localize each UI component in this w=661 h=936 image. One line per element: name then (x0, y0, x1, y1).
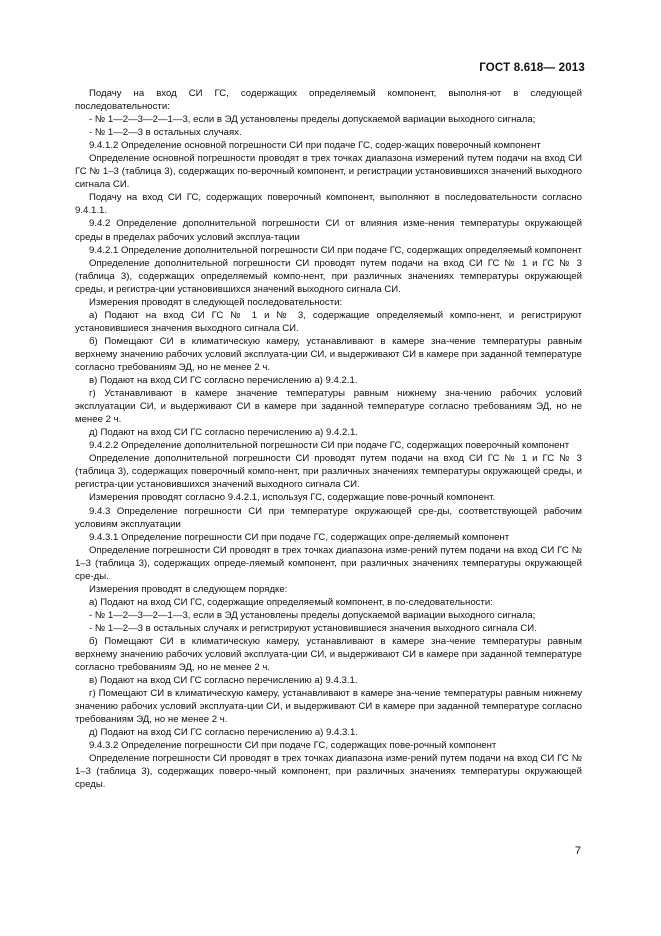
body-text (75, 87, 582, 792)
paragraph: - № 1—2—3 в остальных случаях и регистрируют установившиеся значения выходного сигнала СИ. (89, 622, 537, 634)
paragraph: 9.4.3 Определение погрешности СИ при температуре окружающей сре-ды, соответствующей рабочим условиям эксплуатации (75, 505, 582, 530)
paragraph: а) Подают на вход СИ ГС, содержащие определяемый компонент, в по-следовательности: (89, 596, 493, 608)
paragraph: Определение дополнительной погрешности СИ проводят путем подачи на вход СИ ГС № 1 и ГС № 3 (таблица 3), содержащих определяемый компо-нент, при различных значениях температуры окружающей среды, и регистра-ции установившихся значений выходного сигнала СИ. (75, 257, 582, 295)
paragraph: 9.4.3.2 Определение погрешности СИ при подаче ГС, содержащих пове-рочный компонент (89, 740, 497, 752)
paragraph: 9.4.2.1 Определение дополнительной погрешности СИ при подаче ГС, содержащих определяемый компонент (89, 244, 582, 256)
paragraph: в) Подают на вход СИ ГС согласно перечислению а) 9.4.2.1. (89, 375, 358, 387)
paragraph: Измерения проводят в следующем порядке: (89, 583, 288, 595)
paragraph: Измерения проводят согласно 9.4.2.1, используя ГС, содержащие пове-рочный компонент. (89, 492, 496, 504)
paragraph: Подачу на вход СИ ГС, содержащих поверочный компонент, выполняют в последовательности согласно 9.4.1.1. (75, 192, 582, 217)
paragraph: д) Подают на вход СИ ГС согласно перечислению а) 9.4.2.1. (89, 427, 359, 439)
paragraph: в) Подают на вход СИ ГС согласно перечислению а) 9.4.3.1. (89, 675, 358, 687)
paragraph: г) Устанавливают в камере значение температуры равным нижнему зна-чению рабочих условий эксплуатации СИ, и выдерживают СИ в камере при заданной температуре согласно требованиям ЭД, но не менее 2 ч. (75, 388, 582, 426)
paragraph: а) Подают на вход СИ ГС № 1 и № 3, содержащие определяемый компо-нент, и регистрируют установившиеся значения выходного сигнала СИ. (75, 309, 582, 334)
paragraph: - № 1—2—3 в остальных случаях. (89, 127, 242, 139)
paragraph: - № 1—2—3—2—1—3, если в ЭД установлены пределы допускаемой вариации выходного сигнала; (89, 609, 536, 621)
paragraph: 9.4.2.2 Определение дополнительной погрешности СИ при подаче ГС, содержащих поверочный компонент (89, 440, 570, 452)
paragraph: Определение погрешности СИ проводят в трех точках диапазона изме-рений путем подачи на вход СИ ГС № 1–3 (таблица 3), содержащих поверо-чный компонент, при различных значениях температуры окружающей среды. (75, 753, 582, 791)
paragraph: 9.4.3.1 Определение погрешности СИ при подаче ГС, содержащих опре-деляемый компонент (89, 531, 510, 543)
paragraph: 9.4.2 Определение дополнительной погрешности СИ от влияния изме-нения температуры окружающей среды в пределах рабочих условий эксплуа-тации (75, 218, 582, 243)
paragraph: д) Подают на вход СИ ГС согласно перечислению а) 9.4.3.1. (89, 727, 359, 739)
paragraph: г) Помещают СИ в климатическую камеру, устанавливают в камере зна-чение температуры равным нижнему значению рабочих условий эксплуата-ции СИ, и выдерживают СИ в камере при заданной температуре согласно требованиям ЭД, но не менее 2 ч. (75, 688, 582, 726)
paragraph: Подачу на вход СИ ГС, содержащих определяемый компонент, выполня-ют в следующей последовательности: (75, 88, 582, 113)
paragraph: Измерения проводят в следующей последовательности: (89, 296, 343, 308)
paragraph: б) Помещают СИ в климатическую камеру, устанавливают в камере зна-чение температуры равным верхнему значению рабочих условий эксплуата-ции СИ, и выдерживают СИ в камере при заданной температуре согласно требованиям ЭД, но не менее 2 ч. (75, 635, 582, 674)
paragraph: Определение основной погрешности проводят в трех точках диапазона измерений путем подачи на вход СИ ГС № 1–3 (таблица 3), содержащих по-верочный компонент, и регистрации установившихся значений выходного сигнала СИ. (75, 153, 582, 191)
document-header: ГОСТ 8.618— 2013 (479, 62, 585, 74)
paragraph: - № 1—2—3—2—1—3, если в ЭД установлены пределы допускаемой вариации выходного сигнала; (89, 114, 536, 126)
paragraph: б) Помещают СИ в климатическую камеру, устанавливают в камере зна-чение температуры равным верхнему значению рабочих условий эксплуата-ции СИ, и выдерживают СИ в камере при заданной температуре согласно требованиям ЭД, но не менее 2 ч. (75, 335, 582, 373)
paragraph: Определение дополнительной погрешности СИ проводят путем подачи на вход СИ ГС № 1 и ГС № 3 (таблица 3), содержащих поверочный компо-нент, при различных значениях температуры окружающей среды, и регистра-ции установившихся значений выходного сигнала СИ. (75, 453, 582, 491)
paragraph: Определение погрешности СИ проводят в трех точках диапазона изме-рений путем подачи на вход СИ ГС № 1–3 (таблица 3), содержащих опреде-ляемый компонент, при различных значениях температуры окружающей сре-ды. (75, 544, 582, 582)
paragraph: 9.4.1.2 Определение основной погрешности СИ при подаче ГС, содер-жащих поверочный компонент (89, 140, 541, 152)
page-number: 7 (574, 845, 581, 857)
